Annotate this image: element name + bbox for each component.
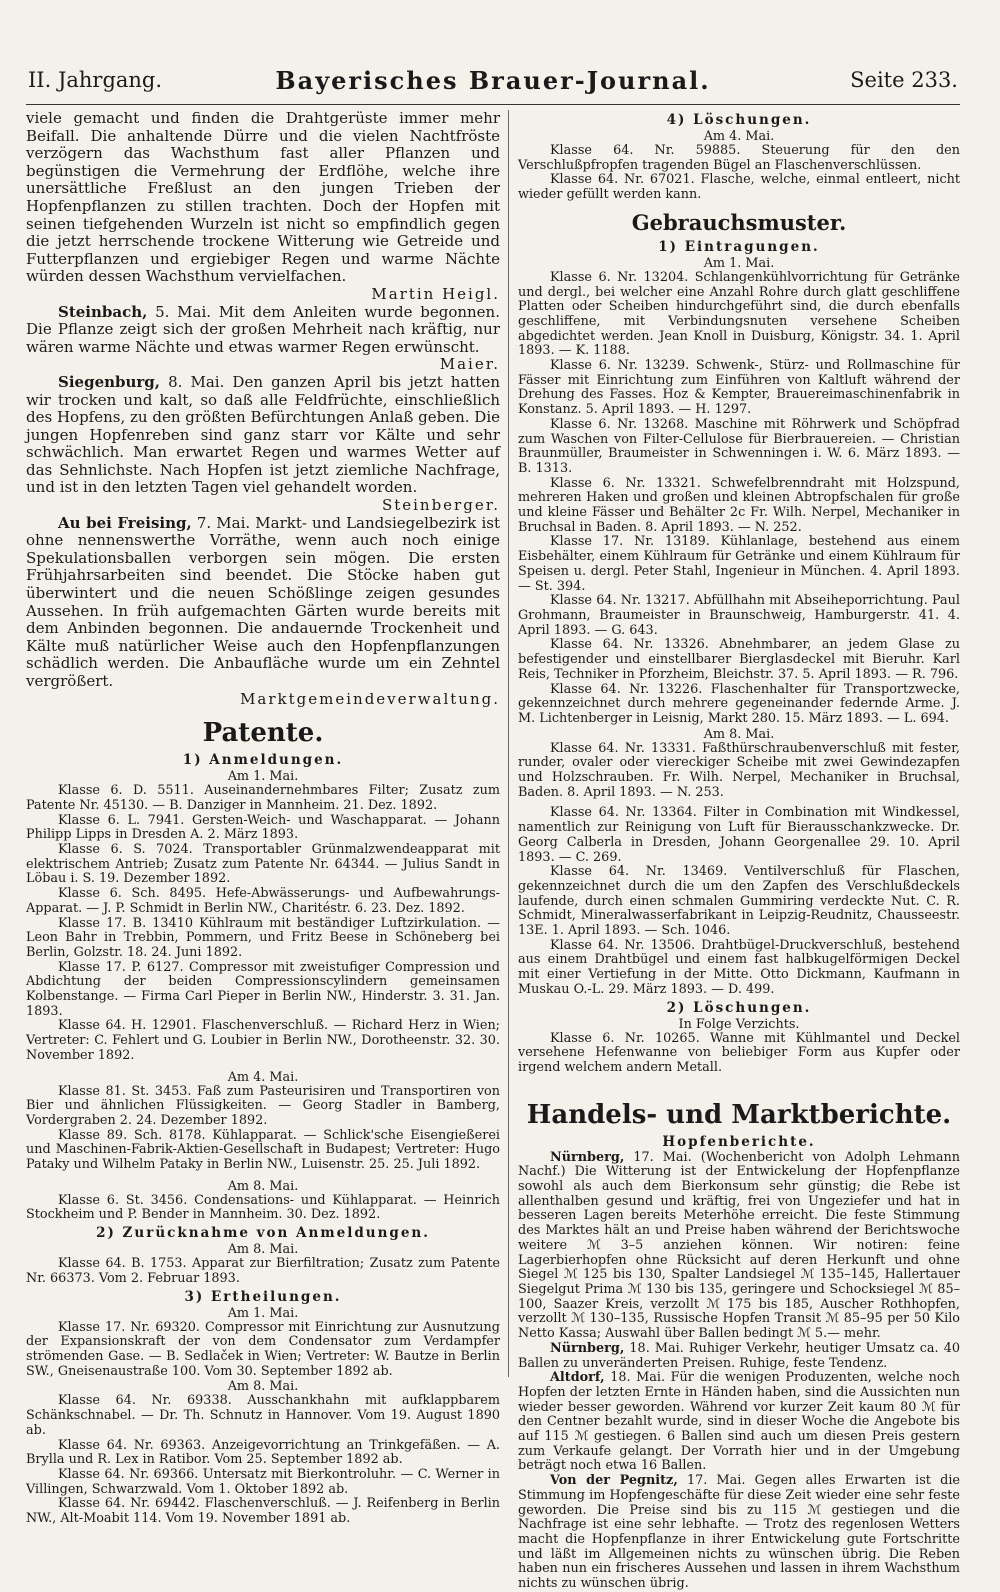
- subheading: 1) Eintragungen.: [658, 238, 820, 255]
- utility-model-entry: Klasse 6. Nr. 13321. Schwefelbrenndraht mit Holzspund, mehreren Haken und großen und kleinen Abtropfschalen für große und kleine Fässer und Behälter 2c Fr. Wilh. Nerpel, Mechaniker in Bruchsal in Baden. 8. April 1893. — N. 252.: [518, 475, 960, 535]
- patent-entry: Klasse 17. B. 13410 Kühlraum mit beständiger Luftzirkulation. — Leon Bahr in Trebbin, Pommern, und Fritz Beese in Schöneberg bei Berlin, Golzstr. 18. 24. Juni 1892.: [26, 915, 500, 960]
- spacer: [518, 1076, 960, 1090]
- patent-entry: Klasse 6. L. 7941. Gersten-Weich- und Waschapparat. — Johann Philipp Lipps in Dresden A. 2. März 1893.: [26, 812, 500, 843]
- market-report: [518, 1342, 960, 1371]
- patent-entry: Klasse 64. Nr. 69363. Anzeigevorrichtung an Trinkgefäßen. — A. Brylla und R. Lex in Ratibor. Vom 25. September 1892 ab.: [26, 1437, 500, 1468]
- report-siegenburg: [26, 374, 500, 497]
- paragraph: viele gemacht und finden die Drahtgerüste immer mehr Beifall. Die anhaltende Dürre und die vielen Nachtfröste verzögern das Wachsthum fast aller Pflanzen und begünstigen die Vermehrung der Erdflöhe, welche ihre unersättliche Freßlust an den jungen Trieben der Hopfenpflanzen zu stillen trachten. Doch der Hopfen mit seinen tiefgehenden Wurzeln ist nicht so empfindlich gegen die jetzt herrschende trockene Witterung wie Getreide und Futterpflanzen und ergiebiger Regen und warme Nächte würden dessen Wachsthum vervielfachen.: [26, 109, 500, 286]
- place-name: Steinbach,: [58, 302, 148, 321]
- patent-entry: Klasse 6. S. 7024. Transportabler Grünmalzwendeapparat mit elektrischem Antrieb; Zusatz zum Patente Nr. 64344. — Julius Sandt in Löbau i. S. 19. Dezember 1892.: [26, 842, 500, 887]
- market-report: [518, 1151, 960, 1342]
- utility-model-entry: Klasse 64. Nr. 13331. Faßthürschraubenverschluß mit fester, runder, ovaler oder viereckiger Scheibe mit zwei Gewindezapfen und Holzschrauben. Fr. Wilh. Nerpel, Mechaniker in Bruchsal, Baden. 8. April 1893. — N. 253.: [518, 740, 960, 800]
- place-name: Nürnberg,: [550, 1149, 625, 1165]
- utility-model-entry: Klasse 64. Nr. 13226. Flaschenhalter für Transportzwecke, gekennzeichnet durch mehrere gegeneinander federnde Arme. J. M. Lichtenberger in Leisnig, Markt 280. 15. März 1893. — L. 694.: [518, 681, 960, 726]
- patent-entry: Klasse 81. St. 3453. Faß zum Pasteurisiren und Transportiren von Bier und ähnlichen Flüssigkeiten. — Georg Stadler in Bamberg, Vordergraben 2. 24. Dezember 1892.: [26, 1083, 500, 1128]
- utility-model-entry: Klasse 6. Nr. 13268. Maschine mit Röhrwerk und Schöpfrad zum Waschen von Filter-Cellulose für Bierbrauereien. — Christian Braunmüller, Braumeister in Schwenningen i. W. 6. März 1893. — B. 1313.: [518, 416, 960, 476]
- subheading: 4) Löschungen.: [666, 112, 812, 128]
- utility-model-entry: Klasse 6. Nr. 13204. Schlangenkühlvorrichtung für Getränke und dergl., bei welcher eine Anzahl Rohre durch glatt geschliffene Platten oder Scheiben hindurchgeführt sind, die durch ebenfalls geschliffene, mit Verbindungsnuten versehene Scheiben abgedichtet werden. Jean Knoll in Duisburg, Königstr. 34. 1. April 1893. — K. 1188.: [518, 269, 960, 359]
- report-text: 5. Mai. Mit dem Anleiten wurde begonnen. Die Pflanze zeigt sich der großen Mehrheit nach kräftig, nur wären warme Nächte und etwas warmer Regen erwünscht.: [26, 302, 500, 356]
- report-text: 8. Mai. Den ganzen April bis jetzt hatten wir trocken und kalt, so daß alle Feldfrüchte, einschließlich des Hopfens, zu den größten Befürchtungen Anlaß geben. Die jungen Hopfenreben sind ganz starr vor Kälte und sehr schwächlich. Man erwartet Regen und warmes Wetter auf das Sehnlichste. Nach Hopfen ist jetzt ziemliche Nachfrage, und ist in den letzten Tagen viel gehandelt worden.: [26, 372, 500, 497]
- signature: Steinberger.: [381, 496, 500, 515]
- date-line: Am 4. Mai.: [703, 129, 775, 144]
- subheading: Hopfenberichte.: [662, 1133, 816, 1150]
- patent-entry: Klasse 6. D. 5511. Auseinandernehmbares Filter; Zusatz zum Patente Nr. 45130. — B. Danziger in Mannheim. 21. Dez. 1892.: [26, 783, 500, 813]
- place-name: Von der Pegnitz,: [550, 1473, 678, 1489]
- market-report: [518, 1474, 960, 1592]
- report-text: 7. Mai. Markt- und Landsiegelbezirk ist ohne nennenswerthe Vorräthe, wenn auch noch einige Spekulationsballen verborgen sein mögen. Die ersten Frühjahrsarbeiten sind beendet. Die Stöcke haben gut überwintert und die neuen Schößlinge zeigen gesundes Aussehen. In früh aufgemachten Gärten wurde bereits mit dem Anbinden begonnen. Die andauernde Trockenheit und Kälte muß natürlicher Weise auch den Hopfenpflanzungen schädlich werden. Die Anbaufläche wurde um ein Zehntel vergrößert.: [26, 513, 500, 690]
- subheading: 2) Löschungen.: [666, 999, 812, 1016]
- report-text: 18. Mai. Für die wenigen Produzenten, welche noch Hopfen der letzten Ernte in Händen haben, sind die Aussichten nun wieder besser geworden. Während vor kurzer Zeit kaum 80 ℳ für den Centner bezahlt wurde, sind in dieser Woche die Angebote bis auf 115 ℳ gestiegen. 6 Ballen sind auch um diesen Preis gestern zum Verkaufe gelangt. Der Vorrath hier und in der Umgebung beträgt noch etwa 16 Ballen.: [518, 1370, 960, 1474]
- patent-entry: Klasse 64. B. 1753. Apparat zur Bierfiltration; Zusatz zum Patente Nr. 66373. Vom 2. Februar 1893.: [26, 1256, 500, 1286]
- signature: Martin Heigl.: [371, 284, 500, 303]
- signature: Maier.: [439, 355, 500, 374]
- date-line: Am 8. Mai.: [227, 1242, 299, 1258]
- page-number: Seite 233.: [850, 68, 958, 92]
- patent-entry: Klasse 17. Nr. 69320. Compressor mit Einrichtung zur Ausnutzung der Expansionskraft der von dem Condensator zum Verdampfer strömenden Gase. — B. Sedlaček in Wien; Vertreter: W. Bautze in Berlin SW., Gneisenaustraße 100. Vom 30. September 1892 ab.: [26, 1319, 500, 1379]
- date-line: Am 1. Mai.: [703, 255, 775, 271]
- subheading: 3) Ertheilungen.: [184, 1288, 342, 1305]
- place-name: Siegenburg,: [58, 372, 161, 391]
- place-name: Nürnberg,: [550, 1340, 625, 1356]
- utility-model-entry: Klasse 64. Nr. 13364. Filter in Combination mit Windkessel, namentlich zur Reinigung von Luft für Bierausschankzwecke. Dr. Georg Calberla in Dresden, Johann Georgenallee 29. 10. April 1893. — C. 269.: [518, 805, 960, 865]
- patent-entry: Klasse 64. H. 12901. Flaschenverschluß. — Richard Herz in Wien; Vertreter: C. Fehlert und G. Loubier in Berlin NW., Dorotheenstr. 32. 30. November 1892.: [26, 1018, 500, 1063]
- right-column: [518, 110, 960, 1592]
- volume-label: II. Jahrgang.: [28, 68, 163, 92]
- section-heading-handel: Handels- und Marktberichte.: [526, 1099, 952, 1130]
- patent-entry: Klasse 17. P. 6127. Compressor mit zweistufiger Compression und Abdichtung der beiden Compressionscylindern gemeinsamen Kolbenstange. — Firma Carl Pieper in Berlin NW., Hinderstr. 3. 31. Jan. 1893.: [26, 959, 500, 1019]
- date-line: Am 1. Mai.: [227, 769, 299, 785]
- date-line: Am 8. Mai.: [227, 1178, 299, 1194]
- patent-entry: Klasse 64. Nr. 59885. Steuerung für den den Verschlußpfropfen tragenden Bügel an Flaschenverschlüssen.: [518, 143, 960, 173]
- patent-entry: Klasse 64. Nr. 69366. Untersatz mit Bierkontroluhr. — C. Werner in Villingen, Schwarzwald. Vom 1. Oktober 1892 ab.: [26, 1466, 500, 1497]
- place-name: Au bei Freising,: [58, 513, 192, 532]
- place-name: Altdorf,: [550, 1370, 605, 1386]
- date-line: Am 8. Mai.: [703, 726, 775, 742]
- subheading: 1) Anmeldungen.: [182, 752, 344, 769]
- date-line: Am 1. Mai.: [227, 1305, 299, 1321]
- patent-entry: Klasse 89. Sch. 8178. Kühlapparat. — Schlick'sche Eisengießerei und Maschinen-Fabrik-Aktien-Gesellschaft in Budapest; Vertreter: Hugo Pataky und Wilhelm Pataky in Berlin NW., Luisenstr. 25. 25. Juli 1892.: [26, 1127, 500, 1173]
- date-line: In Folge Verzichts.: [678, 1016, 800, 1032]
- market-report: [518, 1371, 960, 1474]
- date-line: Am 8. Mai.: [227, 1379, 299, 1395]
- report-text: 17. Mai. (Wochenbericht von Adolph Lehmann Nachf.) Die Witterung ist der Entwickelung der Hopfenpflanze sowohl als auch dem Bierkonsum sehr günstig; die Rebe ist allenthalben gesund und kräftig, frei von Ungeziefer und hat in besseren Lagen bereits Meterhöhe erreicht. Die feste Stimmung des Marktes hält an und Preise haben während der Berichtswoche weitere ℳ 3–5 anziehen können. Wir notiren: feine Lagerbierhopfen ohne Rücksicht auf deren Herkunft und ohne Siegel ℳ 125 bis 130, Spalter Landsiegel ℳ 135–145, Hallertauer Siegelgut Prima ℳ 130 bis 135, geringere und Schocksiegel ℳ 85–100, Saazer Kreis, verzollt ℳ 175 bis 185, Auscher Rothhopfen, verzollt ℳ 130–135, Russische Hopfen Transit ℳ 85–95 per 50 Kilo Netto Kassa; Auswahl über Ballen bedingt ℳ 5.— mehr.: [518, 1149, 960, 1342]
- page-header: [26, 64, 960, 105]
- journal-title: Bayerisches Brauer-Journal.: [275, 66, 711, 95]
- column-divider: [508, 110, 509, 1377]
- left-column: [26, 109, 500, 1527]
- report-text: 17. Mai. Gegen alles Erwarten ist die Stimmung im Hopfengeschäfte für diese Zeit wieder eine sehr feste geworden. Die Preise sind bis zu 115 ℳ gestiegen und die Nachfrage ist eine sehr lebhafte. — Trotz des regenlosen Wetters macht die Hopfenpflanze in ihrer Entwickelung gute Fortschritte und läßt im Allgemeinen nichts zu wünschen übrig. Die Reben haben nun ein frischeres Aussehen und lassen in ihrem Wachsthum nichts zu wünschen übrig.: [518, 1473, 960, 1592]
- patent-entry: Klasse 6. Sch. 8495. Hefe-Abwässerungs- und Aufbewahrungs-Apparat. — J. P. Schmidt in Berlin NW., Charitéstr. 6. 23. Dez. 1892.: [26, 886, 500, 916]
- utility-model-entry: Klasse 6. Nr. 10265. Wanne mit Kühlmantel und Deckel versehene Hefenwanne von beliebiger Form aus Kupfer oder irgend welchem andern Metall.: [518, 1030, 960, 1075]
- section-heading-patente: Patente.: [202, 718, 324, 749]
- patent-entry: Klasse 64. Nr. 69338. Ausschankhahn mit aufklappbarem Schänkschnabel. — Dr. Th. Schnutz in Hannover. Vom 19. August 1890 ab.: [26, 1393, 500, 1438]
- utility-model-entry: Klasse 64. Nr. 13326. Abnehmbarer, an jedem Glase zu befestigender und einstellbarer Bierglasdeckel mit Bieruhr. Karl Reis, Techniker in Pforzheim, Bleichstr. 37. 5. April 1893. — R. 796.: [518, 637, 960, 682]
- utility-model-entry: Klasse 6. Nr. 13239. Schwenk-, Stürz- und Rollmaschine für Fässer mit Einrichtung zum Einführen von Kaltluft während der Drehung des Fasses. Hoz & Kempter, Brauereimaschinenfabrik in Konstanz. 5. April 1893. — H. 1297.: [518, 358, 960, 418]
- section-heading-gebrauchsmuster: Gebrauchsmuster.: [631, 209, 847, 235]
- report-au: [26, 515, 500, 691]
- utility-model-entry: Klasse 64. Nr. 13469. Ventilverschluß für Flaschen, gekennzeichnet durch die um den Zapfen des Verschlußdeckels laufende, durch einen schmalen Gummiring verdeckte Nut. C. R. Schmidt, Mineralwasserfabrikant in Leipzig-Reudnitz, Chausseestr. 13E. 1. April 1893. — Sch. 1046.: [518, 864, 960, 939]
- signature: Marktgemeindeverwaltung.: [240, 689, 500, 708]
- report-steinbach: [26, 304, 500, 357]
- report-text: 18. Mai. Ruhiger Verkehr, heutiger Umsatz ca. 40 Ballen zu unveränderten Preisen. Ruhige, feste Tendenz.: [518, 1340, 960, 1371]
- utility-model-entry: Klasse 17. Nr. 13189. Kühlanlage, bestehend aus einem Eisbehälter, einem Kühlraum für Getränke und einem Kühlraum für Speisen u. dergl. Peter Stahl, Ingenieur in München. 4. April 1893. — St. 394.: [518, 534, 960, 594]
- patent-entry: Klasse 64. Nr. 67021. Flasche, welche, einmal entleert, nicht wieder gefüllt werden kann.: [518, 172, 960, 203]
- columns: [26, 109, 960, 1592]
- patent-entry: Klasse 64. Nr. 69442. Flaschenverschluß. — J. Reifenberg in Berlin NW., Alt-Moabit 114. Vom 19. November 1891 ab.: [26, 1496, 500, 1527]
- subheading: 2) Zurücknahme von Anmeldungen.: [96, 1225, 430, 1242]
- patent-entry: Klasse 6. St. 3456. Condensations- und Kühlapparat. — Heinrich Stockheim und P. Bender in Mannheim. 30. Dez. 1892.: [26, 1192, 500, 1223]
- date-line: Am 4. Mai.: [227, 1069, 299, 1085]
- utility-model-entry: Klasse 64. Nr. 13217. Abfüllhahn mit Abseiheporrichtung. Paul Grohmann, Braumeister in Braunschweig, Hamburgerstr. 41. 4. April 1893. — G. 643.: [518, 593, 960, 638]
- utility-model-entry: Klasse 64. Nr. 13506. Drahtbügel-Druckverschluß, bestehend aus einem Drahtbügel und einem fast halbkugelförmigen Deckel mit einer Vertiefung in der Mitte. Otto Dickmann, Kaufmann in Muskau O.-L. 29. März 1893. — D. 499.: [518, 937, 960, 997]
